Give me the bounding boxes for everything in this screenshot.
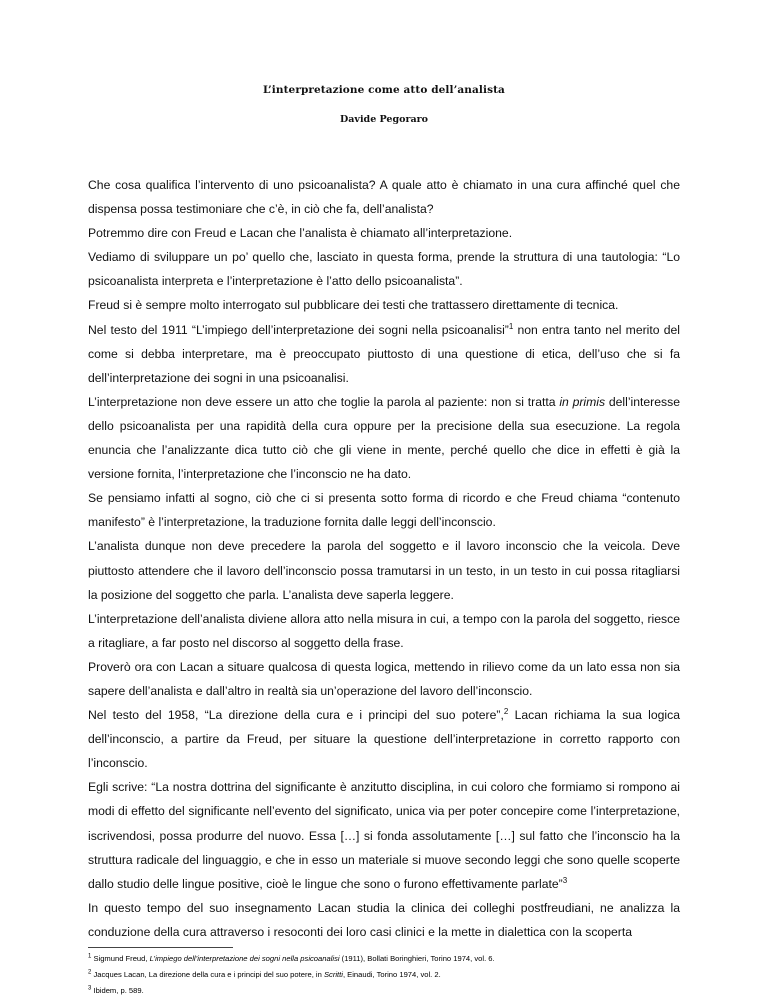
paragraph	[88, 318, 680, 390]
footnote	[88, 951, 680, 967]
paragraph: Se pensiamo infatti al sogno, ciò che ci si presenta sotto forma di ricordo e che Freud chiama “contenuto manifesto” è l’interpretazione, la traduzione fornita dalle leggi dell’inconscio.	[88, 491, 680, 530]
footnotes	[88, 947, 680, 999]
footnote-separator	[88, 947, 233, 948]
footnote-italic: Scritti	[323, 970, 343, 979]
document-title: L’interpretazione come atto dell’analista	[263, 84, 505, 96]
paragraph: Vediamo di sviluppare un po’ quello che, lasciato in questa forma, prende la struttura di una tautologia: “Lo psicoanalista interpreta e l’interpretazione è l’atto dello psicoanalista”.	[88, 250, 680, 289]
footnote-text: Jacques Lacan, La direzione della cura e i principi del suo potere, in	[91, 970, 324, 979]
paragraph-text: Egli scrive: “La nostra dottrina del significante è anzitutto disciplina, in cui coloro che formiamo si rompono ai modi di effetto del significante nell’evento del significato, unica via per poter concepire come l’interpretazione, iscrivendosi, possa produrre del nuovo. Essa […] si fonda assolutamente […] sul fatto che l’inconscio ha la struttura radicale del linguaggio, e che in esso un materiale si muove secondo leggi che sono quelle scoperte dallo studio delle lingue positive, cioè le lingue che sono o furono effettivamente parlate”	[88, 780, 680, 891]
paragraph: In questo tempo del suo insegnamento Lacan studia la clinica dei colleghi postfreudiani, ne analizza la conduzione della cura attraverso i resoconti dei loro casi clinici e la mette in dialettica con la scoperta	[88, 900, 680, 939]
footnote-italic: L’impiego dell’interpretazione dei sogni nella psicoanalisi	[149, 954, 340, 963]
document-body	[88, 173, 680, 944]
paragraph	[88, 390, 680, 486]
footnote-text: Sigmund Freud,	[91, 954, 150, 963]
italic-phrase: in primis	[559, 394, 606, 409]
paragraph	[88, 703, 680, 775]
paragraph: Freud si è sempre molto interrogato sul pubblicare dei testi che trattassero direttamente di tecnica.	[88, 298, 619, 313]
paragraph-text: Nel testo del 1911 “L’impiego dell’interpretazione dei sogni nella psicoanalisi”	[88, 322, 509, 337]
footnote	[88, 967, 680, 983]
footnote-text: (1911), Bollati Boringhieri, Torino 1974, vol. 6.	[339, 954, 495, 963]
paragraph-text: L’interpretazione non deve essere un atto che toglie la parola al paziente: non si tratta	[88, 394, 560, 409]
footnote	[88, 983, 680, 999]
paragraph: Che cosa qualifica l’intervento di uno psicoanalista? A quale atto è chiamato in una cura affinché quel che dispensa possa testimoniare che c’è, in ciò che fa, dell’analista?	[88, 178, 680, 217]
document-author: Davide Pegoraro	[340, 114, 428, 125]
paragraph: L’analista dunque non deve precedere la parola del soggetto e il lavoro inconscio che la veicola. Deve piuttosto attendere che il lavoro dell’inconscio possa tramutarsi in un testo, in un testo in cui possa ritagliarsi la posizione del soggetto che parla. L’analista deve saperla leggere.	[88, 539, 680, 602]
footnote-ref: 2	[503, 707, 509, 716]
paragraph: Potremmo dire con Freud e Lacan che l’analista è chiamato all’interpretazione.	[88, 226, 513, 241]
paragraph: L’interpretazione dell’analista diviene allora atto nella misura in cui, a tempo con la parola del soggetto, riesce a ritagliare, a far posto nel discorso al soggetto della frase.	[88, 611, 680, 650]
footnote-ref: 3	[562, 875, 568, 885]
footnote-ref: 1	[508, 321, 514, 331]
paragraph: Proverò ora con Lacan a situare qualcosa di questa logica, mettendo in rilievo come da un lato essa non sia sapere dell’analista e dall’altro in realtà sia un’operazione del lavoro dell’inconscio.	[88, 659, 680, 698]
footnote-number: 1	[88, 953, 92, 960]
footnote-text: , Einaudi, Torino 1974, vol. 2.	[342, 970, 441, 979]
paragraph	[88, 775, 680, 895]
footnote-number: 3	[88, 985, 92, 992]
paragraph-text: dell’interesse dello psicoanalista per una rapidità della cura oppure per la precisione della sua esecuzione. La regola enuncia che l’analizzante dica tutto ciò che gli viene in mente, perché quello che dice in effetti è già la versione fornita, l’interpretazione che l’inconscio ne ha dato.	[88, 394, 680, 482]
footnote-number: 2	[88, 969, 92, 976]
paragraph-text: Lacan richiama la sua logica dell’inconscio, a partire da Freud, per situare la questione dell’interpretazione in corretto rapporto con l’inconscio.	[88, 708, 680, 771]
paragraph-text: non entra tanto nel merito del come si debba interpretare, ma è preoccupato piuttosto di una questione di etica, dell’uso che si fa dell’interpretazione dei sogni in una psicoanalisi.	[88, 322, 680, 385]
paragraph-text: Nel testo del 1958, “La direzione della cura e i principi del suo potere”,	[88, 708, 504, 723]
footnote-text: Ibidem, p. 589.	[91, 986, 144, 995]
